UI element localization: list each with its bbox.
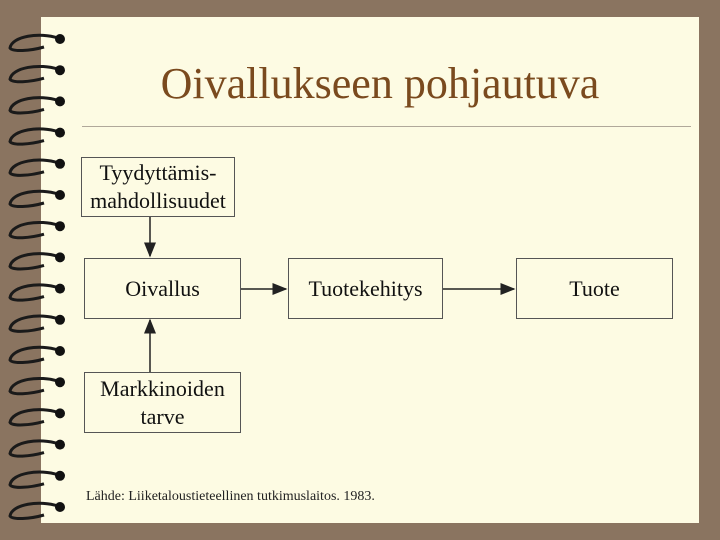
node-development-label: Tuotekehitys [308,275,423,301]
node-insight [84,258,241,319]
node-product-label: Tuote [569,275,620,301]
slide-title: Oivallukseen pohjautuva [160,59,600,108]
node-market-label: Markkinoiden tarve [100,375,225,429]
source-note: Lähde: Liiketaloustieteellinen tutkimuslaitos. 1983. [86,489,375,504]
node-market [84,372,241,433]
node-product [516,258,673,319]
node-needs-label: Tyydyttämis- mahdollisuudet [90,160,226,213]
node-needs [81,157,235,217]
node-insight-label: Oivallus [125,275,200,301]
node-development [288,258,443,319]
